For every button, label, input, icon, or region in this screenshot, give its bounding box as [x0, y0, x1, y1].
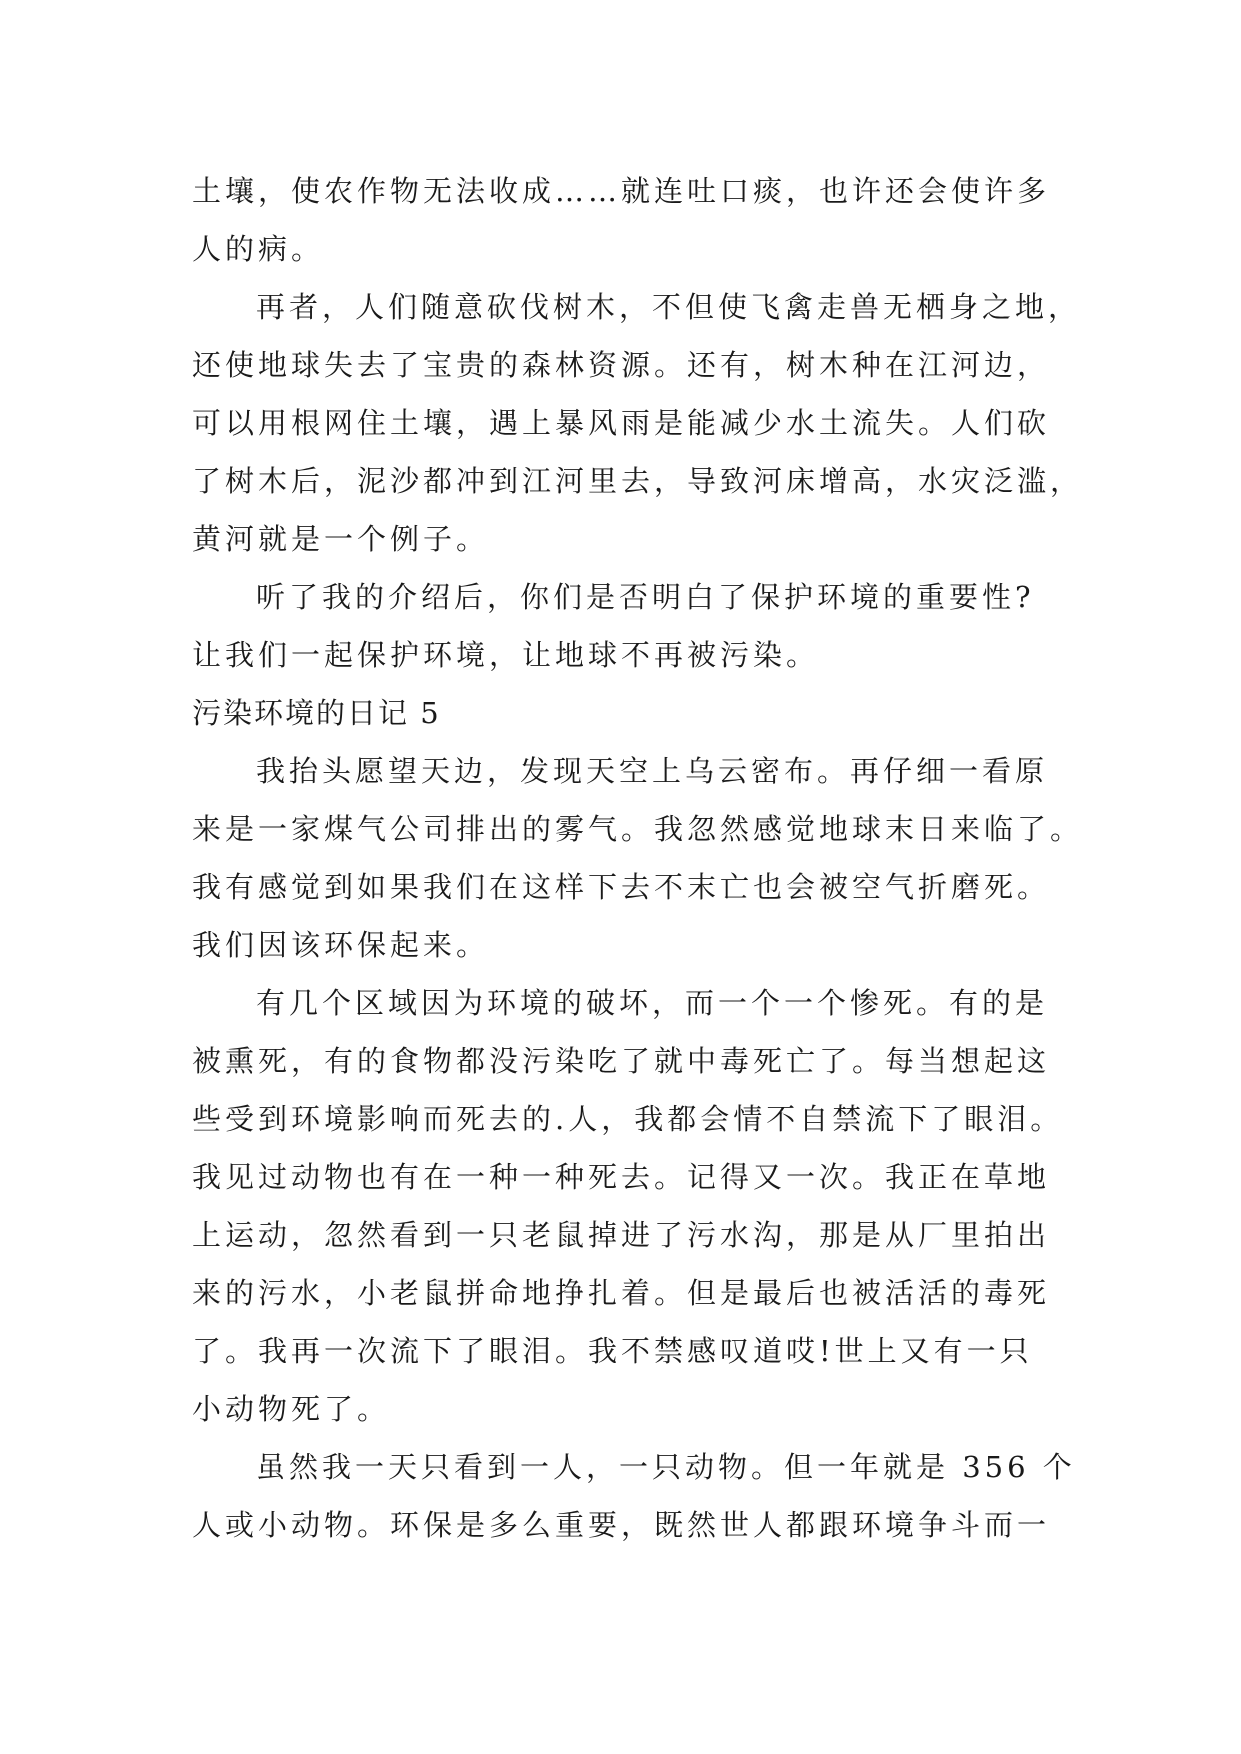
- text-line: 我们因该环保起来。: [192, 928, 490, 962]
- text-line: 人的病。: [192, 232, 325, 266]
- text-line: 我有感觉到如果我们在这样下去不末亡也会被空气折磨死。: [192, 870, 1051, 904]
- paragraph-first-line: 我抬头愿望天边，发现天空上乌云密布。再仔细一看原: [256, 754, 1049, 788]
- paragraph-first-line: 有几个区域因为环境的破坏，而一个一个惨死。有的是: [256, 986, 1049, 1020]
- text-line: 上运动，忽然看到一只老鼠掉进了污水沟，那是从厂里拍出: [192, 1218, 1051, 1252]
- section-heading: 污染环境的日记 5: [192, 696, 441, 730]
- text-line: 黄河就是一个例子。: [192, 522, 490, 556]
- text-line: 被熏死，有的食物都没污染吃了就中毒死亡了。每当想起这: [192, 1044, 1051, 1078]
- text-line: 来是一家煤气公司排出的雾气。我忽然感觉地球末日来临了。: [192, 812, 1084, 846]
- text-line: 些受到环境影响而死去的.人，我都会情不自禁流下了眼泪。: [192, 1102, 1064, 1136]
- text-line: 我见过动物也有在一种一种死去。记得又一次。我正在草地: [192, 1160, 1051, 1194]
- paragraph-first-line: 再者，人们随意砍伐树木，不但使飞禽走兽无栖身之地，: [256, 290, 1082, 324]
- text-line: 了。我再一次流下了眼泪。我不禁感叹道哎!世上又有一只: [192, 1334, 1033, 1368]
- text-line: 来的污水，小老鼠拼命地挣扎着。但是最后也被活活的毒死: [192, 1276, 1051, 1310]
- text-line: 了树木后，泥沙都冲到江河里去，导致河床增高，水灾泛滥，: [192, 464, 1084, 498]
- text-line: 可以用根网住土壤，遇上暴风雨是能减少水土流失。人们砍: [192, 406, 1051, 440]
- paragraph-first-line: 虽然我一天只看到一人，一只动物。但一年就是 356 个: [256, 1450, 1076, 1484]
- paragraph-first-line: 听了我的介绍后，你们是否明白了保护环境的重要性?: [256, 580, 1035, 614]
- document-body: [192, 162, 1084, 1554]
- text-line: 还使地球失去了宝贵的森林资源。还有，树木种在江河边，: [192, 348, 1051, 382]
- text-line: 人或小动物。环保是多么重要，既然世人都跟环境争斗而一: [192, 1508, 1051, 1542]
- text-line: 小动物死了。: [192, 1392, 391, 1426]
- text-line: 土壤，使农作物无法收成……就连吐口痰，也许还会使许多: [192, 174, 1051, 208]
- text-line: 让我们一起保护环境，让地球不再被污染。: [192, 638, 820, 672]
